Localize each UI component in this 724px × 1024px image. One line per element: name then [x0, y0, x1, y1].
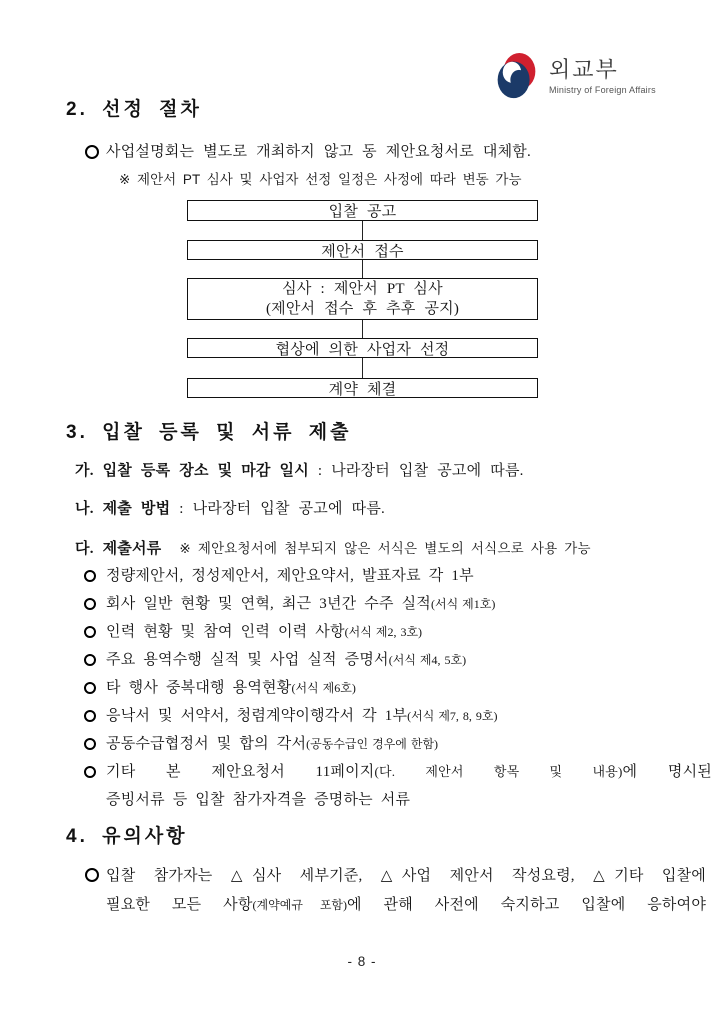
- doc-last-line2: 증빙서류 등 입찰 참가자격을 증명하는 서류: [106, 792, 411, 808]
- doc-text: 타 행사 중복대행 용역현황: [106, 680, 292, 696]
- item-ga-rest: : 나라장터 입찰 공고에 따름.: [308, 463, 524, 479]
- circle-bullet-icon: [84, 738, 96, 750]
- flow-connector-line: [362, 221, 364, 240]
- circle-bullet-icon: [84, 682, 96, 694]
- doc-form-ref: (서식 제2, 3호): [344, 625, 423, 639]
- list-item: [84, 618, 712, 646]
- item-ga-title: 가. 입찰 등록 장소 및 마감 일시: [75, 463, 309, 479]
- doc-text: 응낙서 및 서약서, 청렴계약이행각서 각 1부: [106, 708, 408, 724]
- circle-bullet-icon: [84, 766, 96, 778]
- item-na-title: 나. 제출 방법: [75, 501, 171, 517]
- circle-bullet-icon: [85, 145, 99, 159]
- doc-form-ref: (서식 제6호): [291, 681, 356, 695]
- section4-heading: 4. 유의사항: [66, 826, 188, 847]
- item-na-rest: : 나라장터 입찰 공고에 따름.: [170, 501, 385, 517]
- section3-item-da: [75, 538, 591, 560]
- section2-heading: 2. 선정 절차: [66, 99, 202, 120]
- flow-step-label: 입찰 공고: [328, 204, 397, 220]
- doc-text: 인력 현황 및 참여 인력 이력 사항: [106, 624, 345, 640]
- list-item: [84, 730, 712, 758]
- doc-paren-ref: (다. 제안서 항목 및 내용): [374, 764, 623, 779]
- circle-bullet-icon: [84, 570, 96, 582]
- section4-line1: 입찰 참가자는 △심사 세부기준, △사업 제안서 작성요령, △기타 입찰에: [106, 868, 706, 884]
- section3-heading: 3. 입찰 등록 및 서류 제출: [66, 422, 352, 443]
- doc-text: 정량제안서, 정성제안서, 제안요약서, 발표자료 각 1부: [106, 568, 474, 584]
- flow-step-contract-signing: [187, 378, 538, 398]
- list-item: [84, 674, 712, 702]
- mofa-logo: [496, 53, 656, 100]
- circle-bullet-icon: [85, 868, 99, 882]
- item-da-note: ※ 제안요청서에 첨부되지 않은 서식은 별도의 서식으로 사용 가능: [179, 541, 591, 556]
- circle-bullet-icon: [84, 654, 96, 666]
- document-list: [84, 562, 712, 814]
- doc-last-line1: [106, 758, 712, 786]
- doc-form-ref: (서식 제7, 8, 9호): [407, 709, 498, 723]
- mofa-name-korean: 외교부: [549, 57, 619, 82]
- doc-form-ref: (서식 제1호): [430, 597, 496, 611]
- list-item: [84, 562, 712, 590]
- circle-bullet-icon: [84, 598, 96, 610]
- doc-form-ref: (서식 제4, 5호): [388, 653, 467, 667]
- flow-step-proposal-receipt: [187, 240, 538, 260]
- selection-flowchart: [187, 200, 538, 398]
- mofa-name-english: Ministry of Foreign Affairs: [549, 85, 656, 95]
- doc-form-ref: (공동수급인 경우에 한함): [306, 737, 439, 751]
- page-number: - 8 -: [347, 954, 377, 969]
- item-da-title: 다. 제출서류: [75, 541, 162, 557]
- section3-item-ga: [75, 461, 524, 482]
- list-item: [84, 646, 712, 674]
- line2-post: 에 관해 사전에 숙지하고 입찰에 응하여야: [347, 896, 707, 913]
- section4-line2: [106, 891, 706, 920]
- section4-bullet: [85, 862, 712, 919]
- doc-text: 공동수급협정서 및 합의 각서: [106, 736, 307, 752]
- mofa-taegeuk-icon: [496, 53, 537, 100]
- doc-text: 주요 용역수행 실적 및 사업 실적 증명서: [106, 652, 389, 668]
- list-item: [84, 590, 712, 618]
- line2-pre: 필요한 모든 사항: [106, 896, 253, 913]
- list-item-last: [84, 758, 712, 814]
- circle-bullet-icon: [84, 710, 96, 722]
- flow-step-label: 제안서 접수: [321, 243, 404, 260]
- flow-step-label: 심사 : 제안서 PT 심사: [282, 280, 443, 297]
- circle-bullet-icon: [84, 626, 96, 638]
- section4-bullet-text: [106, 862, 706, 919]
- mofa-logo-text: [549, 53, 656, 95]
- flow-step-sublabel: (제안서 접수 후 추후 공지): [265, 301, 460, 317]
- flow-step-label: 계약 체결: [328, 381, 397, 398]
- line2-paren: (계약예규 포함): [252, 897, 347, 912]
- flow-step-negotiated-selection: [187, 338, 538, 358]
- list-item: [84, 702, 712, 730]
- section2-note: ※ 제안서 PT 심사 및 사업자 선정 일정은 사정에 따라 변동 가능: [119, 172, 522, 187]
- doc-text: 기타 본 제안요청서 11페이지: [106, 764, 375, 780]
- section2-bullet: [85, 142, 531, 163]
- section2-bullet-text: 사업설명회는 별도로 개최하지 않고 동 제안요청서로 대체함.: [106, 144, 531, 160]
- flow-connector-line: [362, 260, 364, 278]
- section3-item-na: [75, 499, 385, 520]
- flow-connector-line: [362, 358, 364, 378]
- flow-connector-line: [362, 320, 364, 338]
- flow-step-label: 협상에 의한 사업자 선정: [275, 341, 450, 358]
- doc-text: 에 명시된: [622, 764, 712, 780]
- flow-step-pt-review: [187, 278, 538, 320]
- flow-step-bid-announcement: [187, 200, 538, 221]
- doc-text: 회사 일반 현황 및 연혁, 최근 3년간 수주 실적: [106, 596, 431, 612]
